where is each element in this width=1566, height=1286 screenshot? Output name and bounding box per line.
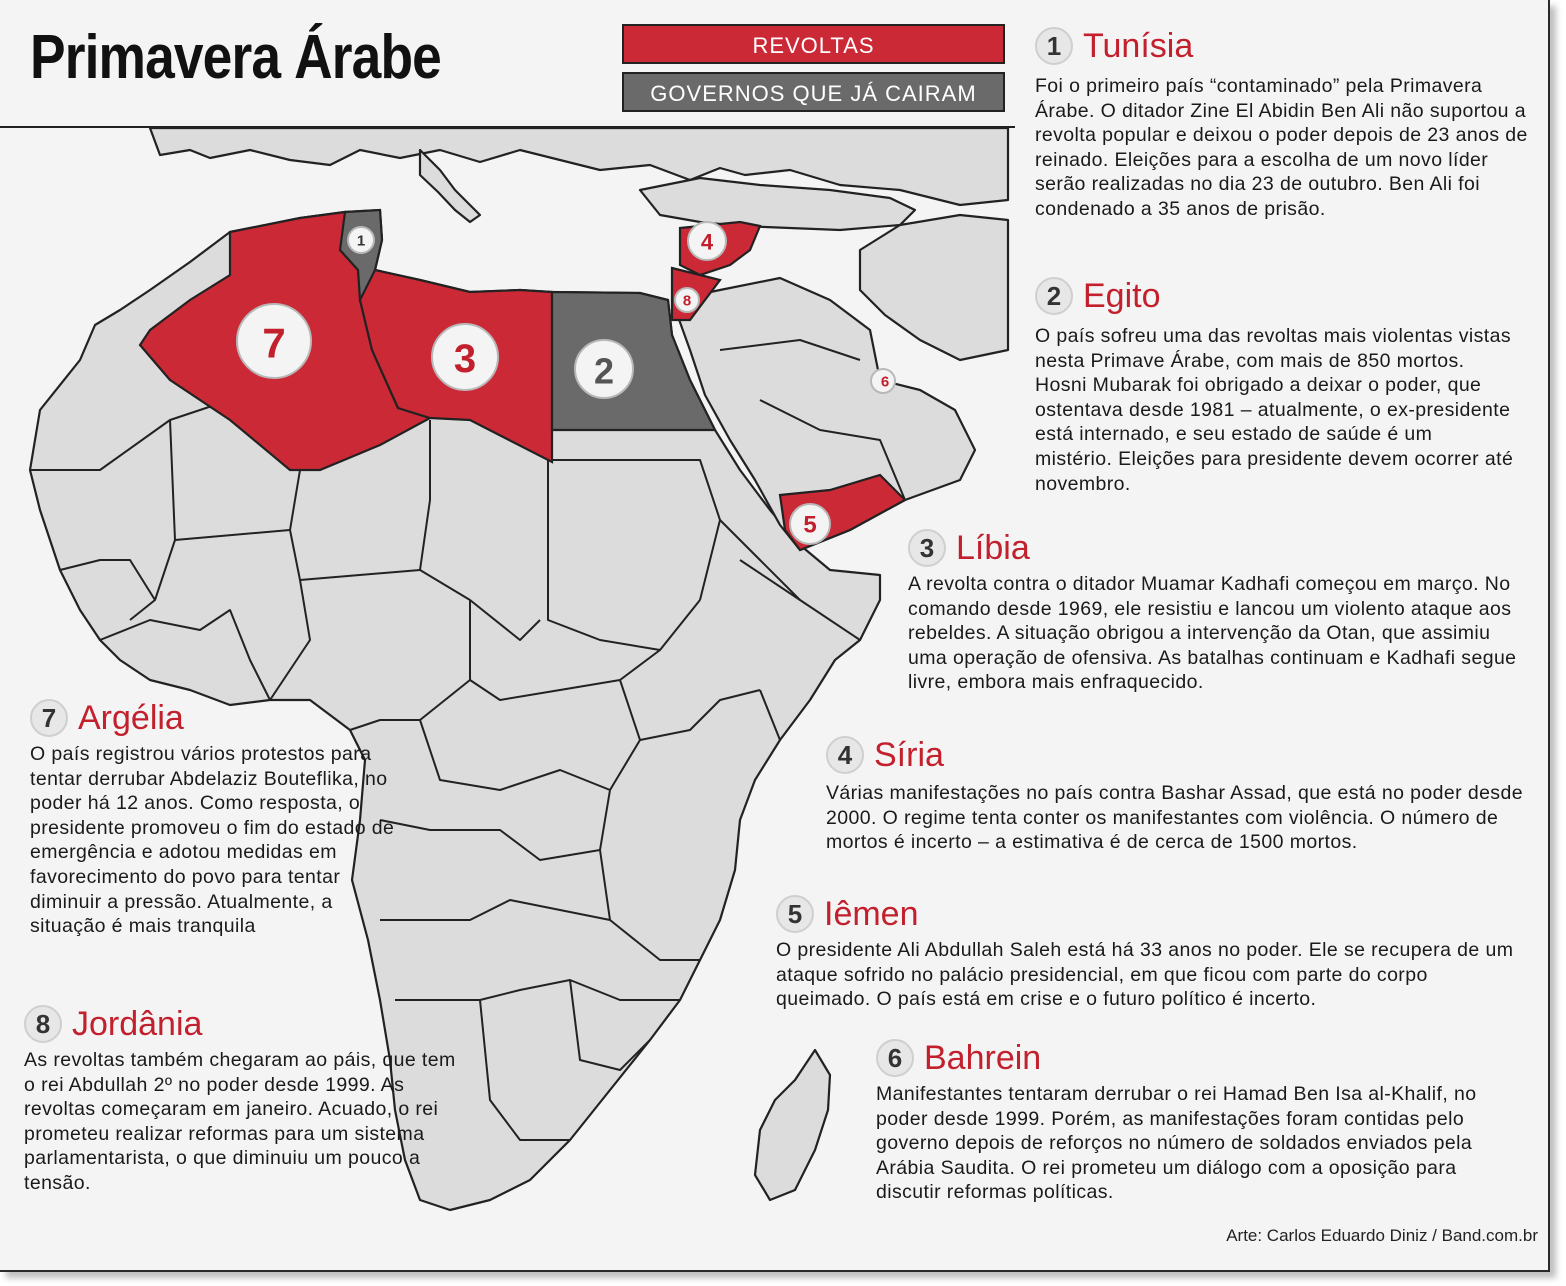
country-description: O país registrou vários protestos para tentar derrubar Abdelaziz Bouteflika, no poder há 12 anos. Como resposta, o presidente promoveu o fim do estado de emergência e adotou medidas em favorecimento do povo para tentar diminuir a pressão. Atualmente, a situação é mais tranquila <box>30 743 395 938</box>
country-block-bahrain <box>876 1038 1526 1205</box>
credit-line: Arte: Carlos Eduardo Diniz / Band.com.br <box>1226 1226 1538 1245</box>
legend-fallen-governments: GOVERNOS QUE JÁ CAIRAM <box>622 72 1005 112</box>
europe-landmass <box>150 128 1008 205</box>
country-number: 5 <box>776 895 814 933</box>
country-description: Foi o primeiro país “contaminado” pela Primavera Árabe. O ditador Zine El Abidin Ben Ali não suportou a revolta popular e deixou o poder depois de 23 anos de reinado. Eleições para a escolha de um novo líder serão realizadas no dia 23 de outubro. Ben Ali foi condenado a 35 anos de prisão. <box>1035 75 1528 220</box>
country-name: Iêmen <box>824 894 919 933</box>
country-description: A revolta contra o ditador Muamar Kadhafi começou em março. No comando desde 1969, ele resistiu e lancou um violento ataque aos rebeldes. A situação obrigou a intervenção da Otan, que assimiu uma operação de ofensiva. As batalhas continuam e Kadhafi segue livre, embora mais enfraquecido. <box>908 573 1517 694</box>
country-description: Várias manifestações no país contra Bashar Assad, que está no poder desde 2000. O regime tenta conter os manifestantes com violência. O número de mortos é incerto – a estimativa é de cerca de 1500 mortos. <box>826 782 1523 854</box>
title-divider <box>0 126 1015 128</box>
country-number: 1 <box>1035 27 1073 65</box>
country-name: Argélia <box>78 698 184 737</box>
country-description: O presidente Ali Abdullah Saleh está há 33 anos no poder. Ele se recupera de um ataque sofrido no palácio presidencial, em que ficou com parte do corpo queimado. O país está em crise e o futuro político é incerto. <box>776 939 1514 1011</box>
country-name: Bahrein <box>924 1038 1042 1077</box>
legend-revolts: REVOLTAS <box>622 24 1005 64</box>
country-block-tunisia <box>1035 26 1535 222</box>
map-marker-2 <box>575 340 633 398</box>
map-marker-4 <box>688 222 726 260</box>
map-marker-8 <box>675 288 699 312</box>
country-description: As revoltas também chegaram ao páis, que tem o rei Abdullah 2º no poder desde 1999. As revoltas começaram em janeiro. Acuado, o rei prometeu realizar reformas para um sistema parlamentarista, o que diminuiu um pouco a tensão. <box>24 1049 456 1194</box>
country-number: 2 <box>1035 277 1073 315</box>
country-block-egypt <box>1035 276 1515 496</box>
svg-text:7: 7 <box>262 319 286 367</box>
country-block-jordan <box>24 1004 464 1196</box>
country-number: 3 <box>908 529 946 567</box>
country-name: Egito <box>1083 276 1161 315</box>
map-marker-3 <box>432 324 498 390</box>
country-block-libya <box>908 528 1528 695</box>
iran-landmass <box>860 215 1008 360</box>
country-name: Tunísia <box>1083 26 1194 65</box>
country-name: Jordânia <box>72 1004 203 1043</box>
country-block-algeria <box>30 698 410 939</box>
map-marker-6 <box>871 369 895 393</box>
country-name: Síria <box>874 735 944 774</box>
country-description: O país sofreu uma das revoltas mais violentas vistas nesta Primave Árabe, com mais de 850 mortos. Hosni Mubarak foi obrigado a deixar o poder, que ostentava desde 1981 – atualmente, o ex-presidente está internado, e seu estado de saúde é um mistério. Eleições para presidente devem ocorrer até novembro. <box>1035 325 1514 495</box>
country-block-syria <box>826 735 1526 855</box>
country-name: Líbia <box>956 528 1030 567</box>
map-marker-1 <box>348 227 374 253</box>
country-number: 7 <box>30 699 68 737</box>
italy-peninsula <box>420 150 480 222</box>
country-block-yemen <box>776 894 1526 1012</box>
country-number: 8 <box>24 1005 62 1043</box>
madagascar-landmass <box>755 1050 830 1200</box>
svg-text:4: 4 <box>700 229 714 255</box>
svg-text:2: 2 <box>593 350 615 392</box>
svg-text:8: 8 <box>682 292 692 310</box>
svg-text:3: 3 <box>453 337 477 381</box>
map-marker-5 <box>790 504 830 544</box>
country-number: 6 <box>876 1039 914 1077</box>
svg-text:1: 1 <box>356 232 366 250</box>
svg-text:6: 6 <box>880 373 890 391</box>
map-marker-7 <box>237 304 311 378</box>
page-title: Primavera Árabe <box>30 23 441 92</box>
svg-text:5: 5 <box>803 511 817 539</box>
country-description: Manifestantes tentaram derrubar o rei Hamad Ben Isa al-Khalif, no poder desde 1999. Porém, as manifestações foram contidas pelo governo depois de reforços no número de soldados enviados pela Arábia Saudita. O rei prometeu um diálogo com a oposição para discutir reformas políticas. <box>876 1083 1477 1204</box>
country-number: 4 <box>826 736 864 774</box>
